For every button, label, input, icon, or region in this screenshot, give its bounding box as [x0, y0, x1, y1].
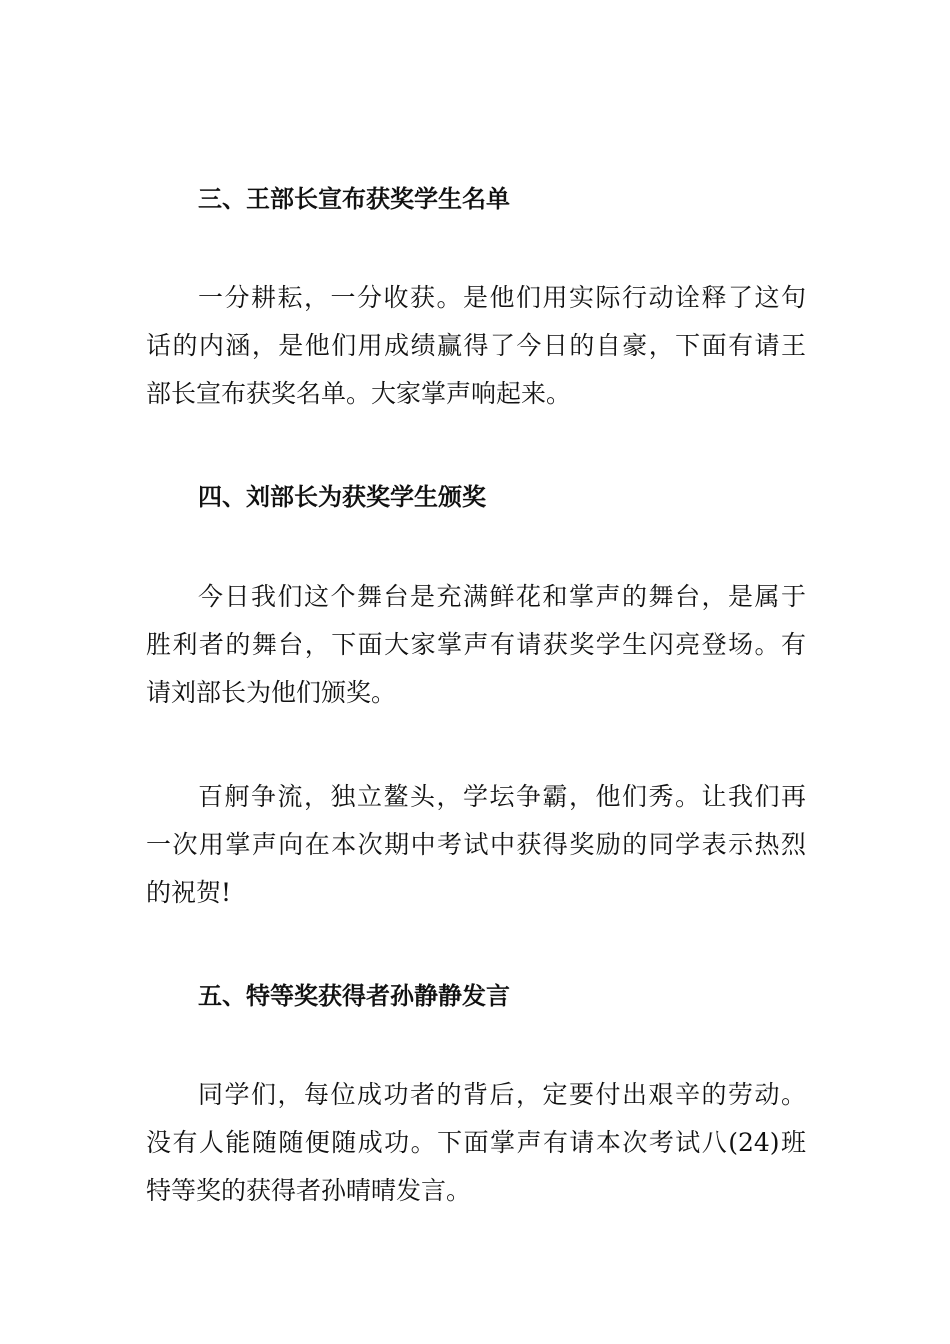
- paragraph-speech-intro: [146, 1071, 806, 1215]
- section-heading-5: 五、特等奖获得者孙静静发言: [198, 981, 510, 1010]
- paragraph-line: 部长宣布获奖名单。大家掌声响起来。: [146, 379, 572, 408]
- paragraph-line: 一分耕耘，一分收获。是他们用实际行动诠释了这句: [198, 283, 806, 312]
- section-heading-3: 三、王部长宣布获奖学生名单: [198, 184, 510, 213]
- paragraph-line: 请刘部长为他们颁奖。: [146, 678, 397, 707]
- paragraph-line: 一次用掌声向在本次期中考试中获得奖励的同学表示热烈: [146, 830, 806, 859]
- paragraph-line: 的祝贺!: [146, 878, 232, 907]
- paragraph-line: 特等奖的获得者孙晴晴发言。: [146, 1176, 472, 1205]
- paragraph-announce-list: [146, 274, 806, 418]
- paragraph-award-stage: [146, 573, 806, 717]
- paragraph-congratulations: [146, 773, 806, 917]
- paragraph-line: 百舸争流，独立鳌头，学坛争霸，他们秀。让我们再: [198, 782, 806, 811]
- paragraph-line: 没有人能随随便随成功。下面掌声有请本次考试八(24)班: [146, 1128, 806, 1157]
- paragraph-line: 同学们，每位成功者的背后，定要付出艰辛的劳动。: [198, 1080, 806, 1109]
- paragraph-line: 今日我们这个舞台是充满鲜花和掌声的舞台，是属于: [198, 582, 806, 611]
- section-heading-4: 四、刘部长为获奖学生颁奖: [198, 482, 486, 511]
- paragraph-line: 胜利者的舞台，下面大家掌声有请获奖学生闪亮登场。有: [146, 630, 806, 659]
- paragraph-line: 话的内涵，是他们用成绩赢得了今日的自豪，下面有请王: [146, 331, 806, 360]
